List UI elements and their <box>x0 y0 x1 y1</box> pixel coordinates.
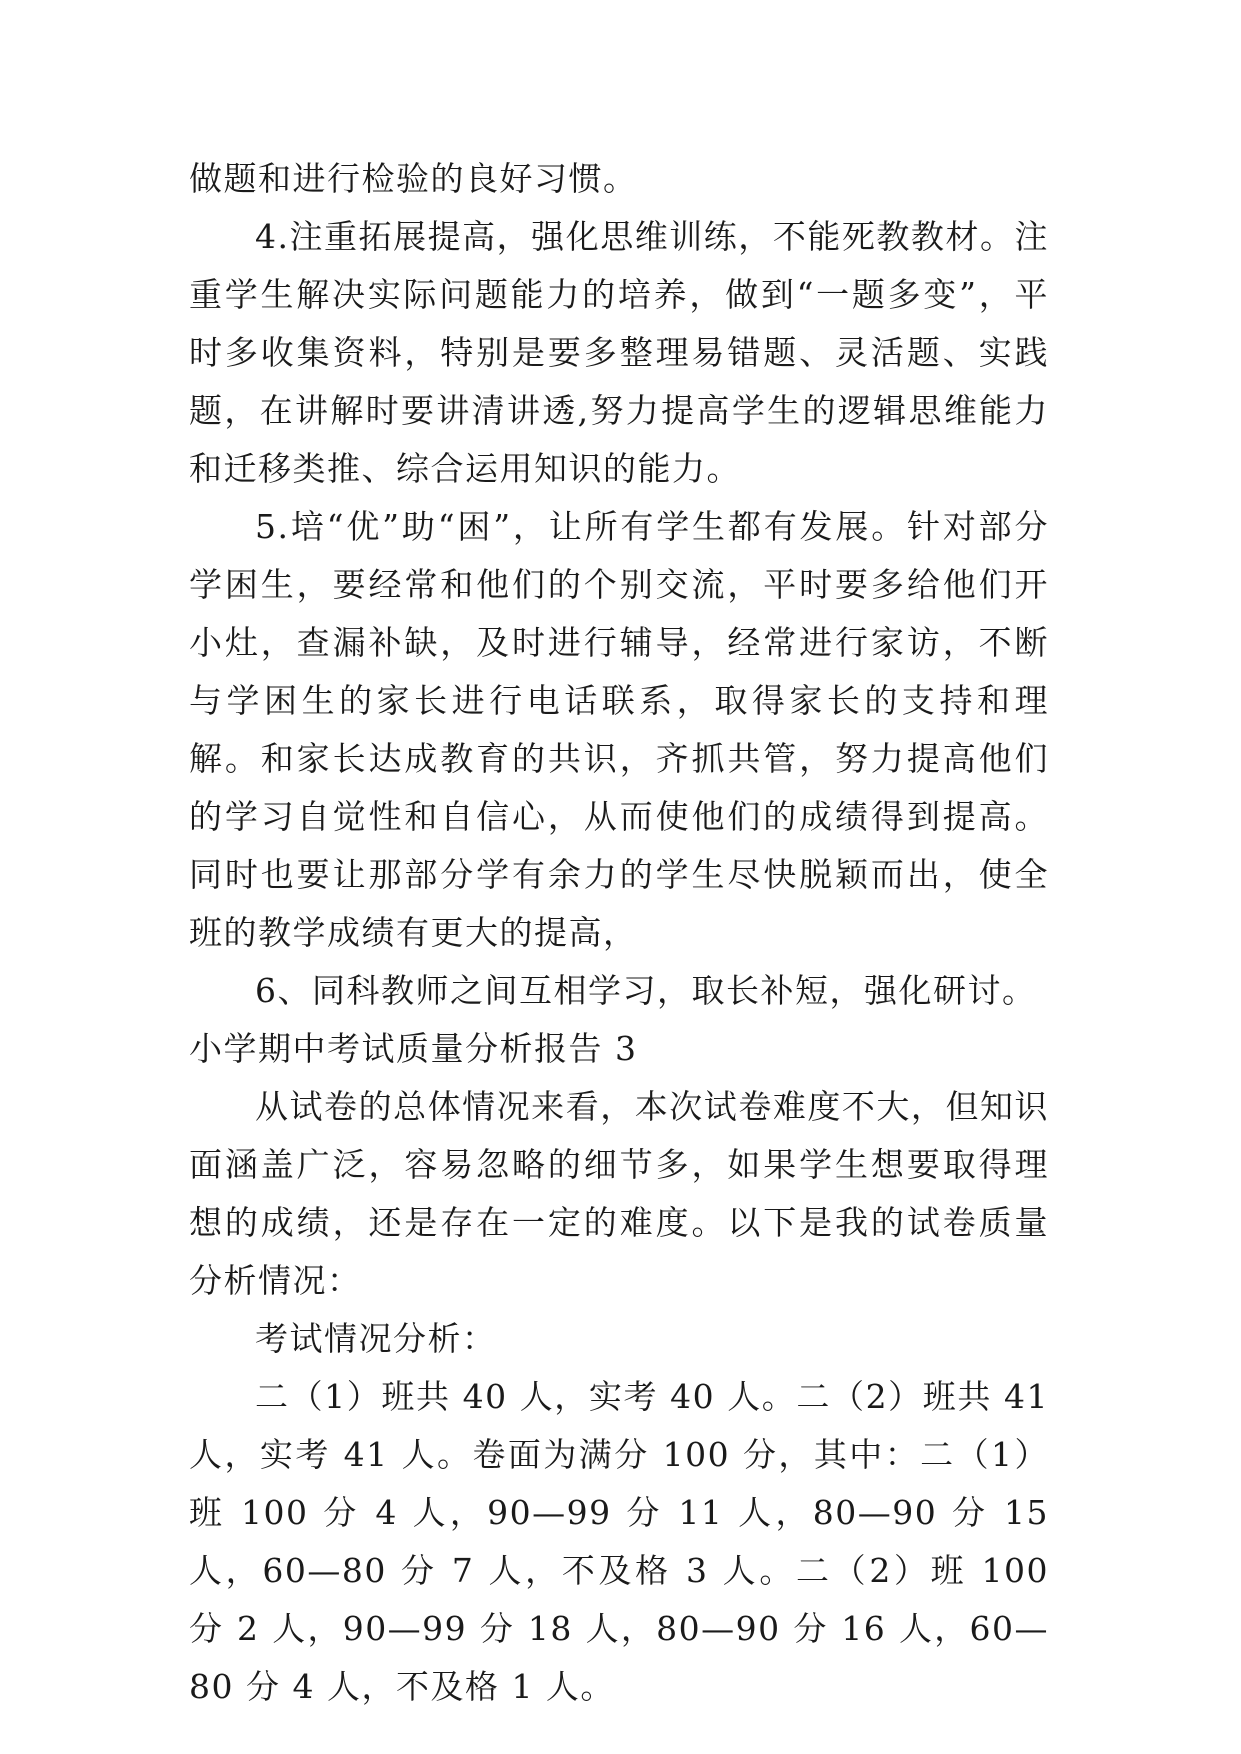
paragraph-overview: 从试卷的总体情况来看，本次试卷难度不大，但知识面涵盖广泛，容易忽略的细节多，如果学生想要取得理想的成绩，还是存在一定的难度。以下是我的试卷质量分析情况： <box>189 1087 1049 1300</box>
paragraph-exam-analysis-label: 考试情况分析： <box>255 1319 497 1358</box>
section-heading: 小学期中考试质量分析报告 3 <box>189 1029 638 1068</box>
paragraph-score-stats: 二（1）班共 40 人，实考 40 人。二（2）班共 41 人，实考 41 人。卷面为满分 100 分，其中：二（1）班 100 分 4 人，90—99 分 11 人，80—90 分 15 人，60—80 分 7 人，不及格 3 人。二（2）班 100 分 2 人，90—99 分 18 人，80—90 分 16 人，60—80 分 4 人，不及格 1 人。 <box>189 1377 1049 1706</box>
paragraph-point-5: 5.培“优”助“困”，让所有学生都有发展。针对部分学困生，要经常和他们的个别交流，平时要多给他们开小灶，查漏补缺，及时进行辅导，经常进行家访，不断与学困生的家长进行电话联系，取得家长的支持和理解。和家长达成教育的共识，齐抓共管，努力提高他们的学习自觉性和自信心，从而使他们的成绩得到提高。同时也要让那部分学有余力的学生尽快脱颖而出，使全班的教学成绩有更大的提高， <box>189 507 1049 952</box>
paragraph-point-4: 4.注重拓展提高，强化思维训练，不能死教教材。注重学生解决实际问题能力的培养，做到“一题多变”，平时多收集资料，特别是要多整理易错题、灵活题、实践题，在讲解时要讲清讲透,努力提高学生的逻辑思维能力和迁移类推、综合运用知识的能力。 <box>189 217 1049 488</box>
paragraph-point-6: 6、同科教师之间互相学习，取长补短，强化研讨。 <box>255 971 1037 1010</box>
document-body <box>189 150 1049 1716</box>
paragraph-habits-continuation: 做题和进行检验的良好习惯。 <box>189 159 638 198</box>
